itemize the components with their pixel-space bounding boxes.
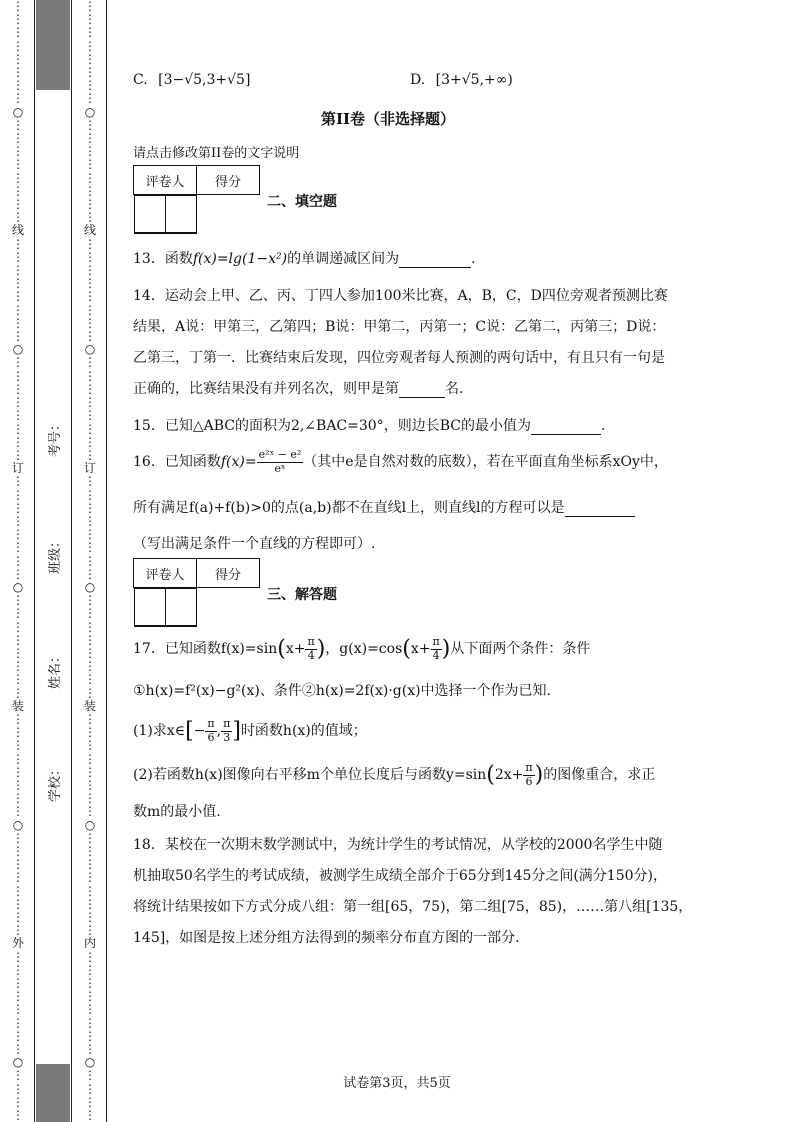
- q17-frac-4-num: π: [223, 717, 231, 730]
- seal-dots: ⋮: [84, 355, 96, 370]
- q17-paren-close: ): [316, 636, 326, 662]
- option-d: [410, 72, 513, 88]
- seal-dots: ⋮: [12, 236, 24, 251]
- seal-dots: ⋮: [12, 355, 24, 370]
- seal-dots: ⋮: [12, 685, 24, 700]
- seal-dots: ⋮: [84, 883, 96, 898]
- seal-dots: ⋮: [84, 329, 96, 344]
- seal-dots: ⋮: [12, 421, 24, 436]
- seal-dots: ⋮: [84, 619, 96, 634]
- seal-dots: ⋮: [84, 65, 96, 80]
- q17-sub2-line2: 数m的最小值.: [133, 804, 221, 820]
- seal-dots: ⋮: [12, 672, 24, 687]
- seal-dots: ⋮: [84, 434, 96, 449]
- seal-dots: ⋮: [12, 289, 24, 304]
- seal-dots: ⋮: [84, 593, 96, 608]
- q17-sub1-text: (1)求x∈: [133, 723, 186, 740]
- q16-numerator: e²ˣ − e²: [258, 448, 302, 461]
- q14-answer-blank: [399, 381, 445, 398]
- seal-dots: ⋮: [12, 527, 24, 542]
- q18-line4: 145]，如图是按上述分组方法得到的频率分布直方图的一部分.: [133, 930, 520, 946]
- q13-answer-blank: [399, 251, 471, 268]
- seal-mark: 订: [11, 461, 24, 476]
- seal-mark: ○: [84, 342, 96, 357]
- seal-dots: ⋮: [12, 51, 24, 66]
- q16-line2: [133, 497, 635, 517]
- seal-dots: ⋮: [12, 263, 24, 278]
- q13-text: 13．函数: [133, 251, 193, 267]
- section2-title: 二、填空题: [267, 194, 337, 210]
- q17-line1: [133, 636, 590, 662]
- binding-line-left: [34, 0, 35, 1122]
- seal-mark: ○: [12, 579, 24, 594]
- q13-end: .: [471, 251, 476, 267]
- seal-dots: ⋮: [84, 183, 96, 198]
- q17-sub2-text: (2)若函数h(x)图像向右平移m个单位长度后与函数y=sin: [133, 767, 487, 784]
- seal-dots: ⋮: [84, 381, 96, 396]
- score-table-2: [133, 165, 260, 234]
- seal-dots: ⋮: [12, 447, 24, 462]
- seal-dots: ⋮: [84, 38, 96, 53]
- section2-note: 请点击修改第II卷的文字说明: [133, 146, 300, 161]
- seal-dots: ⋮: [12, 91, 24, 106]
- seal-dots: ⋮: [12, 117, 24, 132]
- seal-dots: ⋮: [12, 1108, 24, 1122]
- seal-mark: 线: [11, 223, 24, 238]
- seal-dots: ⋮: [84, 170, 96, 185]
- q17-frac-4-den: 3: [223, 730, 231, 744]
- seal-dots: ⋮: [12, 78, 24, 93]
- q18-line1: 18．某校在一次期末数学测试中，为统计学生的考试情况，从学校的2000名学生中随: [133, 837, 663, 853]
- field-class: 班级：: [48, 534, 64, 575]
- q17-g-def: ，g(x)=cos: [325, 641, 403, 658]
- seal-mark: ○: [84, 817, 96, 832]
- seal-dots: ⋮: [12, 883, 24, 898]
- q18-line3: 将统计结果按如下方式分成八组：第一组[65，75)，第二组[75，85)，……第八组[135，: [133, 899, 693, 915]
- section2-heading: 第II卷（非选择题）: [321, 110, 456, 128]
- seal-dots: ⋮: [84, 711, 96, 726]
- seal-dots: ⋮: [84, 395, 96, 410]
- seal-dots: ⋮: [12, 65, 24, 80]
- seal-dots: ⋮: [84, 447, 96, 462]
- q17-frac-2: [431, 636, 442, 662]
- q17-sub2-tail: 的图像重合，求正: [543, 767, 656, 784]
- q17-arg-2: x+: [410, 641, 431, 658]
- seal-dots: ⋮: [12, 870, 24, 885]
- seal-dots: ⋮: [84, 1002, 96, 1017]
- seal-dots: ⋮: [84, 408, 96, 423]
- seal-mark: ○: [12, 1055, 24, 1070]
- seal-mark: ○: [84, 579, 96, 594]
- q15-end: .: [600, 418, 606, 434]
- seal-dots: ⋮: [12, 566, 24, 581]
- seal-dots: ⋮: [84, 1028, 96, 1043]
- seal-dots: ⋮: [84, 91, 96, 106]
- seal-dots: ⋮: [84, 236, 96, 251]
- field-school: 学校：: [48, 762, 64, 803]
- seal-dots: ⋮: [12, 408, 24, 423]
- seal-dots: ⋮: [12, 1002, 24, 1017]
- score-cell-score: [165, 196, 196, 233]
- q17-sub2-arg: 2x+: [494, 767, 524, 784]
- q17-sub1-tail: 时函数h(x)的值域；: [240, 723, 367, 740]
- q17-frac-1-num: π: [307, 635, 315, 648]
- seal-dots: ⋮: [84, 368, 96, 383]
- seal-dots: ⋮: [84, 725, 96, 740]
- option-d-label: D.: [410, 72, 426, 88]
- score-table-3: [133, 558, 260, 627]
- seal-dots: ⋮: [84, 791, 96, 806]
- seal-dots: ⋮: [12, 844, 24, 858]
- seal-dots: ⋮: [84, 1015, 96, 1030]
- seal-dots: ⋮: [12, 910, 24, 925]
- q14-line3: 乙第三，丁第一．比赛结束后发现，四位旁观者每人预测的两句话中，有且只有一句是: [133, 350, 665, 366]
- seal-dots: ⋮: [12, 711, 24, 726]
- q16-denominator: eˣ: [274, 461, 286, 475]
- page-footer: 试卷第3页，共5页: [343, 1076, 451, 1091]
- binding-line-mid: [71, 0, 72, 1122]
- q17-paren-close-3: ): [534, 762, 544, 788]
- seal-dots: ⋮: [84, 976, 96, 991]
- seal-dots: ⋮: [12, 764, 24, 779]
- q17-bracket-open: [: [185, 718, 194, 744]
- seal-dots: ⋮: [12, 777, 24, 792]
- score-cell-grader: [134, 196, 165, 233]
- seal-dots: ⋮: [84, 949, 96, 964]
- seal-dots: ⋮: [12, 659, 24, 674]
- seal-dots: ⋮: [12, 1081, 24, 1096]
- q14-line4: [133, 378, 473, 398]
- q17-paren-open: (: [277, 636, 286, 662]
- seal-dots: ⋮: [84, 51, 96, 66]
- seal-dots: ⋮: [12, 553, 24, 568]
- seal-dots: ⋮: [12, 976, 24, 991]
- score-cell-grader: [134, 589, 165, 626]
- seal-dots: ⋮: [84, 0, 96, 13]
- seal-dots: ⋮: [84, 513, 96, 528]
- seal-dots: ⋮: [12, 791, 24, 806]
- q17-paren-close-2: ): [441, 636, 451, 662]
- seal-dots: ⋮: [12, 804, 24, 819]
- seal-dots: ⋮: [84, 896, 96, 911]
- seal-dots: ⋮: [84, 685, 96, 700]
- seal-mark: ○: [84, 1055, 96, 1070]
- score-header-score: 得分: [197, 166, 260, 195]
- field-name: 姓名：: [48, 649, 64, 690]
- question-15: [133, 415, 605, 435]
- option-c-label: C.: [133, 72, 148, 88]
- seal-dots: ⋮: [84, 910, 96, 925]
- q16-answer-blank: [565, 500, 635, 517]
- seal-dots: ⋮: [84, 263, 96, 278]
- seal-dots: ⋮: [84, 632, 96, 647]
- seal-dots: ⋮: [84, 857, 96, 872]
- seal-dots: ⋮: [84, 923, 96, 938]
- q17-frac-5-den: 6: [525, 774, 533, 788]
- seal-dots: ⋮: [12, 857, 24, 872]
- option-d-expr: [3+√5,+∞): [435, 72, 513, 88]
- seal-dots: ⋮: [12, 830, 24, 845]
- seal-dots: ⋮: [84, 962, 96, 977]
- seal-dots: ⋮: [84, 566, 96, 581]
- seal-dots: ⋮: [84, 289, 96, 304]
- seal-dots: ⋮: [12, 751, 24, 766]
- q17-bracket-close: ]: [232, 718, 241, 744]
- seal-dots: ⋮: [12, 923, 24, 938]
- seal-mark: 内: [83, 936, 96, 951]
- q16-line2-text: 所有满足f(a)+f(b)>0的点(a,b)都不在直线l上，则直线l的方程可以是: [133, 500, 565, 516]
- seal-dots: ⋮: [84, 659, 96, 674]
- q18-line2: 机抽取50名学生的考试成绩，被测学生成绩全部介于65分到145分之间(满分150分)，: [133, 868, 667, 884]
- seal-dots: ⋮: [84, 315, 96, 330]
- q15-answer-blank: [531, 418, 601, 435]
- seal-dots: ⋮: [84, 870, 96, 885]
- seal-dots: ⋮: [12, 989, 24, 1004]
- q17-frac-3: [205, 718, 216, 744]
- seal-dots: ⋮: [84, 844, 96, 858]
- seal-dots: ⋮: [84, 751, 96, 766]
- seal-dots: ⋮: [12, 276, 24, 291]
- q17-sub2: [133, 762, 655, 788]
- seal-dots: ⋮: [84, 157, 96, 172]
- seal-dots: ⋮: [12, 183, 24, 198]
- score-header-grader: 评卷人: [134, 559, 197, 588]
- seal-dots: ⋮: [84, 606, 96, 621]
- seal-dots: ⋮: [12, 645, 24, 660]
- seal-dots: ⋮: [12, 962, 24, 977]
- binding-gray-top: [36, 0, 70, 90]
- seal-dots: ⋮: [84, 540, 96, 555]
- q17-frac-1-den: 4: [307, 648, 315, 662]
- seal-dots: ⋮: [12, 1028, 24, 1043]
- seal-mark: 装: [83, 698, 96, 713]
- field-exam-number: 考号：: [48, 417, 64, 458]
- seal-dots: ⋮: [84, 1094, 96, 1109]
- seal-dots: ⋮: [84, 830, 96, 845]
- seal-dots: ⋮: [12, 1068, 24, 1083]
- seal-dots: ⋮: [84, 197, 96, 212]
- seal-dots: ⋮: [12, 619, 24, 634]
- seal-dots: ⋮: [84, 672, 96, 687]
- seal-dots: ⋮: [12, 368, 24, 383]
- outer-seal-column: [11, 0, 25, 1122]
- seal-dots: ⋮: [12, 540, 24, 555]
- seal-dots: ⋮: [12, 896, 24, 911]
- seal-dots: ⋮: [12, 210, 24, 225]
- inner-seal-column: [83, 0, 97, 1122]
- seal-dots: ⋮: [84, 249, 96, 264]
- q17-frac-2-num: π: [432, 635, 440, 648]
- binding-margin: [0, 0, 108, 1122]
- q17-frac-2-den: 4: [432, 648, 440, 662]
- option-c-expr: [3−√5,3+√5]: [158, 72, 251, 88]
- q16-text-b: （其中e是自然对数的底数），若在平面直角坐标系xOy中，: [303, 454, 668, 471]
- seal-dots: ⋮: [12, 725, 24, 740]
- seal-dots: ⋮: [12, 0, 24, 13]
- seal-dots: ⋮: [84, 78, 96, 93]
- seal-dots: ⋮: [12, 131, 24, 146]
- seal-dots: ⋮: [12, 302, 24, 317]
- seal-dots: ⋮: [12, 315, 24, 330]
- seal-dots: ⋮: [84, 131, 96, 146]
- seal-dots: ⋮: [12, 170, 24, 185]
- score-cell-score: [165, 589, 196, 626]
- seal-dots: ⋮: [12, 12, 24, 27]
- score-header-score: 得分: [197, 559, 260, 588]
- seal-dots: ⋮: [84, 1042, 96, 1057]
- seal-dots: ⋮: [84, 804, 96, 819]
- seal-dots: ⋮: [12, 513, 24, 528]
- q16-line3: （写出满足条件一个直线的方程即可）.: [133, 536, 376, 552]
- q17-line1-tail: 从下面两个条件：条件: [450, 641, 591, 658]
- q17-frac-4: [221, 718, 232, 744]
- seal-dots: ⋮: [12, 1015, 24, 1030]
- q17-arg: x+: [285, 641, 306, 658]
- seal-dots: ⋮: [84, 487, 96, 502]
- q17-f-def: 17．已知函数f(x)=sin: [133, 641, 278, 658]
- seal-dots: ⋮: [84, 276, 96, 291]
- seal-dots: ⋮: [84, 1068, 96, 1083]
- q16-text: 16．已知函数: [133, 454, 221, 471]
- seal-dots: ⋮: [84, 1081, 96, 1096]
- seal-dots: ⋮: [84, 12, 96, 27]
- seal-mark: 外: [11, 936, 24, 951]
- seal-dots: ⋮: [12, 632, 24, 647]
- q17-frac-3-num: π: [207, 717, 215, 730]
- seal-dots: ⋮: [12, 144, 24, 159]
- section3-title: 三、解答题: [267, 587, 337, 603]
- q17-paren-open-2: (: [402, 636, 411, 662]
- seal-mark: 订: [83, 461, 96, 476]
- binding-line-right: [106, 0, 107, 1122]
- q17-frac-5: [523, 762, 534, 788]
- seal-mark: ○: [12, 817, 24, 832]
- seal-dots: ⋮: [84, 117, 96, 132]
- seal-dots: ⋮: [12, 606, 24, 621]
- seal-dots: ⋮: [12, 593, 24, 608]
- seal-dots: ⋮: [84, 210, 96, 225]
- seal-dots: ⋮: [84, 527, 96, 542]
- seal-dots: ⋮: [12, 434, 24, 449]
- q14-line2: 结果，A说：甲第三，乙第四；B说：甲第二，丙第一；C说：乙第二，丙第三；D说：: [133, 319, 666, 335]
- q17-frac-3-den: 6: [207, 730, 215, 744]
- seal-dots: ⋮: [84, 1108, 96, 1122]
- q13-text-b: 的单调递减区间为: [287, 251, 400, 267]
- seal-dots: ⋮: [84, 989, 96, 1004]
- seal-dots: ⋮: [12, 1094, 24, 1109]
- seal-dots: ⋮: [84, 645, 96, 660]
- q13-func: f(x)=lg(1−x²): [192, 251, 288, 267]
- seal-dots: ⋮: [12, 395, 24, 410]
- q14-line4-end: 名．: [445, 381, 473, 397]
- seal-dots: ⋮: [12, 157, 24, 172]
- q14-line4-text: 正确的，比赛结果没有并列名次，则甲是第: [133, 381, 399, 397]
- seal-dots: ⋮: [84, 474, 96, 489]
- seal-dots: ⋮: [84, 144, 96, 159]
- seal-dots: ⋮: [84, 777, 96, 792]
- seal-mark: ○: [12, 104, 24, 119]
- q16-line1: [133, 449, 668, 475]
- seal-dots: ⋮: [12, 38, 24, 53]
- seal-dots: ⋮: [12, 738, 24, 753]
- seal-dots: ⋮: [12, 487, 24, 502]
- seal-dots: ⋮: [12, 474, 24, 489]
- seal-dots: ⋮: [84, 302, 96, 317]
- q16-fraction: [257, 449, 304, 475]
- seal-dots: ⋮: [12, 25, 24, 40]
- seal-mark: 线: [83, 223, 96, 238]
- q17-sub1: (1)求x∈[− $\frac{\pi}{6}$ , $\frac{\pi}{3}$ ]时函数h(x)的值域；: [133, 717, 367, 744]
- seal-dots: ⋮: [84, 25, 96, 40]
- question-13: [133, 248, 476, 268]
- seal-dots: ⋮: [12, 249, 24, 264]
- score-header-grader: 评卷人: [134, 166, 197, 195]
- seal-dots: ⋮: [84, 421, 96, 436]
- q17-frac-5-num: π: [525, 761, 533, 774]
- seal-dots: ⋮: [12, 949, 24, 964]
- q15-text: 15．已知△ABC的面积为2,∠BAC=30°，则边长BC的最小值为: [133, 418, 531, 434]
- seal-dots: ⋮: [12, 329, 24, 344]
- seal-mark: ○: [84, 104, 96, 119]
- seal-dots: ⋮: [84, 764, 96, 779]
- seal-mark: ○: [12, 342, 24, 357]
- seal-dots: ⋮: [12, 1042, 24, 1057]
- seal-dots: ⋮: [12, 197, 24, 212]
- seal-dots: ⋮: [84, 500, 96, 515]
- q14-line1: 14．运动会上甲、乙、丙、丁四人参加100米比赛，A，B，C，D四位旁观者预测比赛: [133, 288, 668, 304]
- seal-dots: ⋮: [84, 738, 96, 753]
- q17-paren-open-3: (: [486, 762, 495, 788]
- seal-dots: ⋮: [12, 381, 24, 396]
- q16-func-lhs: f(x)=: [220, 454, 257, 471]
- seal-dots: ⋮: [12, 500, 24, 515]
- q17-line2: ①h(x)=f²(x)−g²(x)、条件②h(x)=2f(x)·g(x)中选择一个作为已知.: [133, 683, 552, 699]
- q17-frac-1: [305, 636, 316, 662]
- seal-mark: 装: [11, 698, 24, 713]
- option-c: [133, 72, 250, 88]
- seal-dots: ⋮: [84, 553, 96, 568]
